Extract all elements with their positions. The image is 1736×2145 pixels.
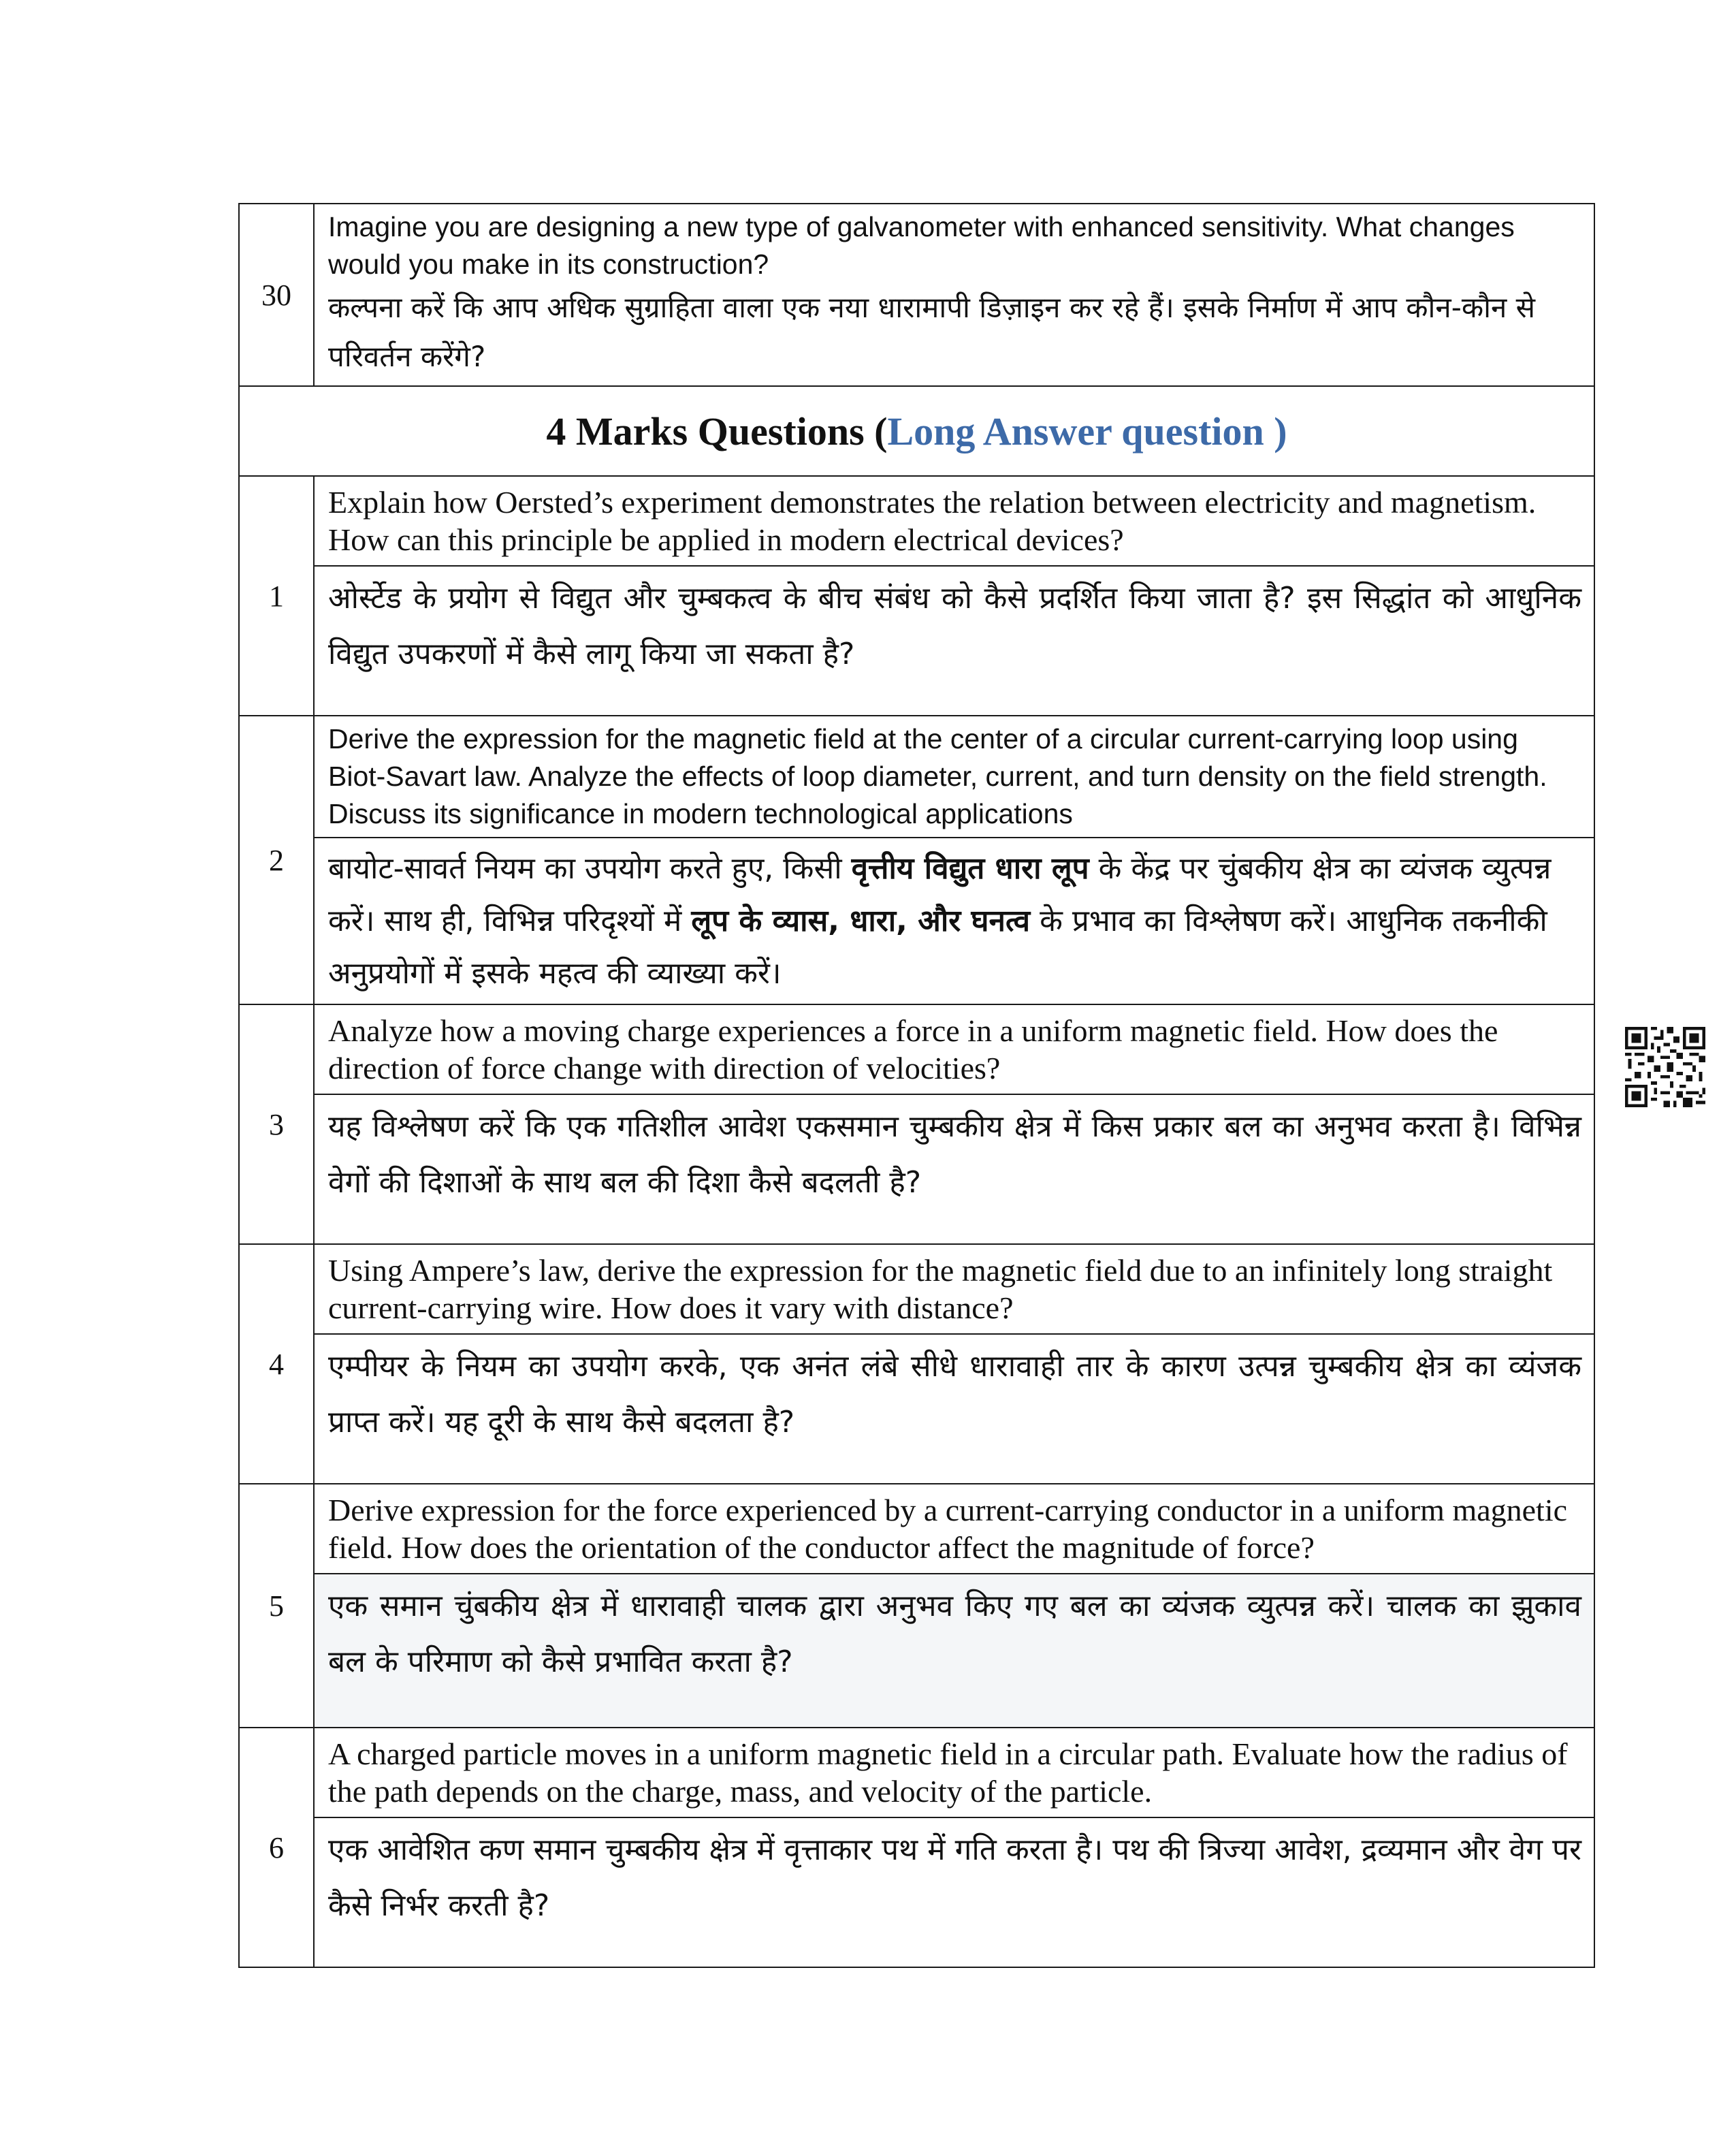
section-title-accent: Long Answer question ): [887, 409, 1287, 454]
question-row-30: [239, 204, 1594, 386]
question-number: 3: [239, 1004, 314, 1244]
question-number: 5: [239, 1484, 314, 1728]
question-english: Analyze how a moving charge experiences a force in a uniform magnetic field. How does the direction of force change with direction of velocities?: [314, 1004, 1594, 1094]
bold-term: वृत्तीय विद्युत धारा लूप: [851, 851, 1089, 886]
question-hindi: एम्पीयर के नियम का उपयोग करके, एक अनंत लंबे सीधे धारावाही तार के कारण उत्पन्न चुम्बकीय क्षेत्र का व्यंजक प्राप्त करें। यह दूरी के साथ कैसे बदलता है?: [314, 1334, 1594, 1484]
question-row-1-hindi: [239, 566, 1594, 716]
question-hindi: यह विश्लेषण करें कि एक गतिशील आवेश एकसमान चुम्बकीय क्षेत्र में किस प्रकार बल का अनुभव करता है। विभिन्न वेगों की दिशाओं के साथ बल की दिशा कैसे बदलती है?: [314, 1094, 1594, 1244]
question-hindi: एक आवेशित कण समान चुम्बकीय क्षेत्र में वृत्ताकार पथ में गति करता है। पथ की त्रिज्या आवेश, द्रव्यमान और वेग पर कैसे निर्भर करती है?: [314, 1817, 1594, 1967]
question-row-2: [239, 716, 1594, 838]
question-row-5-hindi: [239, 1574, 1594, 1728]
question-row-3: [239, 1004, 1594, 1094]
question-row-1: [239, 476, 1594, 566]
question-row-4-hindi: [239, 1334, 1594, 1484]
question-row-6-hindi: [239, 1817, 1594, 1967]
bold-term: लूप के व्यास, धारा, और घनत्व: [691, 904, 1031, 938]
question-hindi: ओर्स्टेड के प्रयोग से विद्युत और चुम्बकत्व के बीच संबंध को कैसे प्रदर्शित किया जाता है? इस सिद्धांत को आधुनिक विद्युत उपकरणों में कैसे लागू किया जा सकता है?: [314, 566, 1594, 716]
question-row-5: [239, 1484, 1594, 1574]
question-number: 1: [239, 476, 314, 716]
question-cell: [314, 204, 1594, 386]
section-heading-row: [239, 386, 1594, 476]
question-number: 2: [239, 716, 314, 1004]
question-hindi: कल्पना करें कि आप अधिक सुग्राहिता वाला एक नया धारामापी डिज़ाइन कर रहे हैं। इसके निर्माण में आप कौन-कौन से परिवर्तन करेंगे?: [328, 291, 1536, 373]
question-english: Derive the expression for the magnetic field at the center of a circular current-carrying loop using Biot-Savart law. Analyze the effects of loop diameter, current, and turn density on the field strength. Discuss its significance in modern technological applications: [314, 716, 1594, 838]
question-row-4: [239, 1244, 1594, 1334]
question-english: Derive expression for the force experienced by a current-carrying conductor in a uniform magnetic field. How does the orientation of the conductor affect the magnitude of force?: [314, 1484, 1594, 1574]
question-hindi: एक समान चुंबकीय क्षेत्र में धारावाही चालक द्वारा अनुभव किए गए बल का व्यंजक व्युत्पन्न करें। चालक का झुकाव बल के परिमाण को कैसे प्रभावित करता है?: [314, 1574, 1594, 1728]
question-english: Imagine you are designing a new type of galvanometer with enhanced sensitivity. What changes would you make in its construction?: [328, 211, 1515, 280]
question-row-6: [239, 1728, 1594, 1817]
question-english: A charged particle moves in a uniform magnetic field in a circular path. Evaluate how the radius of the path depends on the charge, mass, and velocity of the particle.: [314, 1728, 1594, 1817]
section-heading: [239, 386, 1594, 476]
question-english: Explain how Oersted’s experiment demonstrates the relation between electricity and magnetism. How can this principle be applied in modern electrical devices?: [314, 476, 1594, 566]
question-row-3-hindi: [239, 1094, 1594, 1244]
question-number: 6: [239, 1728, 314, 1967]
question-row-2-hindi: [239, 838, 1594, 1004]
question-number: 4: [239, 1244, 314, 1484]
question-english: Using Ampere’s law, derive the expression for the magnetic field due to an infinitely long straight current-carrying wire. How does it vary with distance?: [314, 1244, 1594, 1334]
questions-table: [238, 203, 1595, 1968]
section-title-main: 4 Marks Questions (: [546, 409, 888, 454]
question-hindi: बायोट-सावर्त नियम का उपयोग करते हुए, किसी वृत्तीय विद्युत धारा लूप के केंद्र पर चुंबकीय क्षेत्र का व्यंजक व्युत्पन्न करें। साथ ही, विभिन्न परिदृश्यों में लूप के व्यास, धारा, और घनत्व के प्रभाव का विश्लेषण करें। आधुनिक तकनीकी अनुप्रयोगों में इसके महत्व की व्याख्या करें।: [314, 838, 1594, 1004]
question-number: 30: [239, 204, 314, 386]
qr-code-icon: [1625, 1027, 1705, 1107]
